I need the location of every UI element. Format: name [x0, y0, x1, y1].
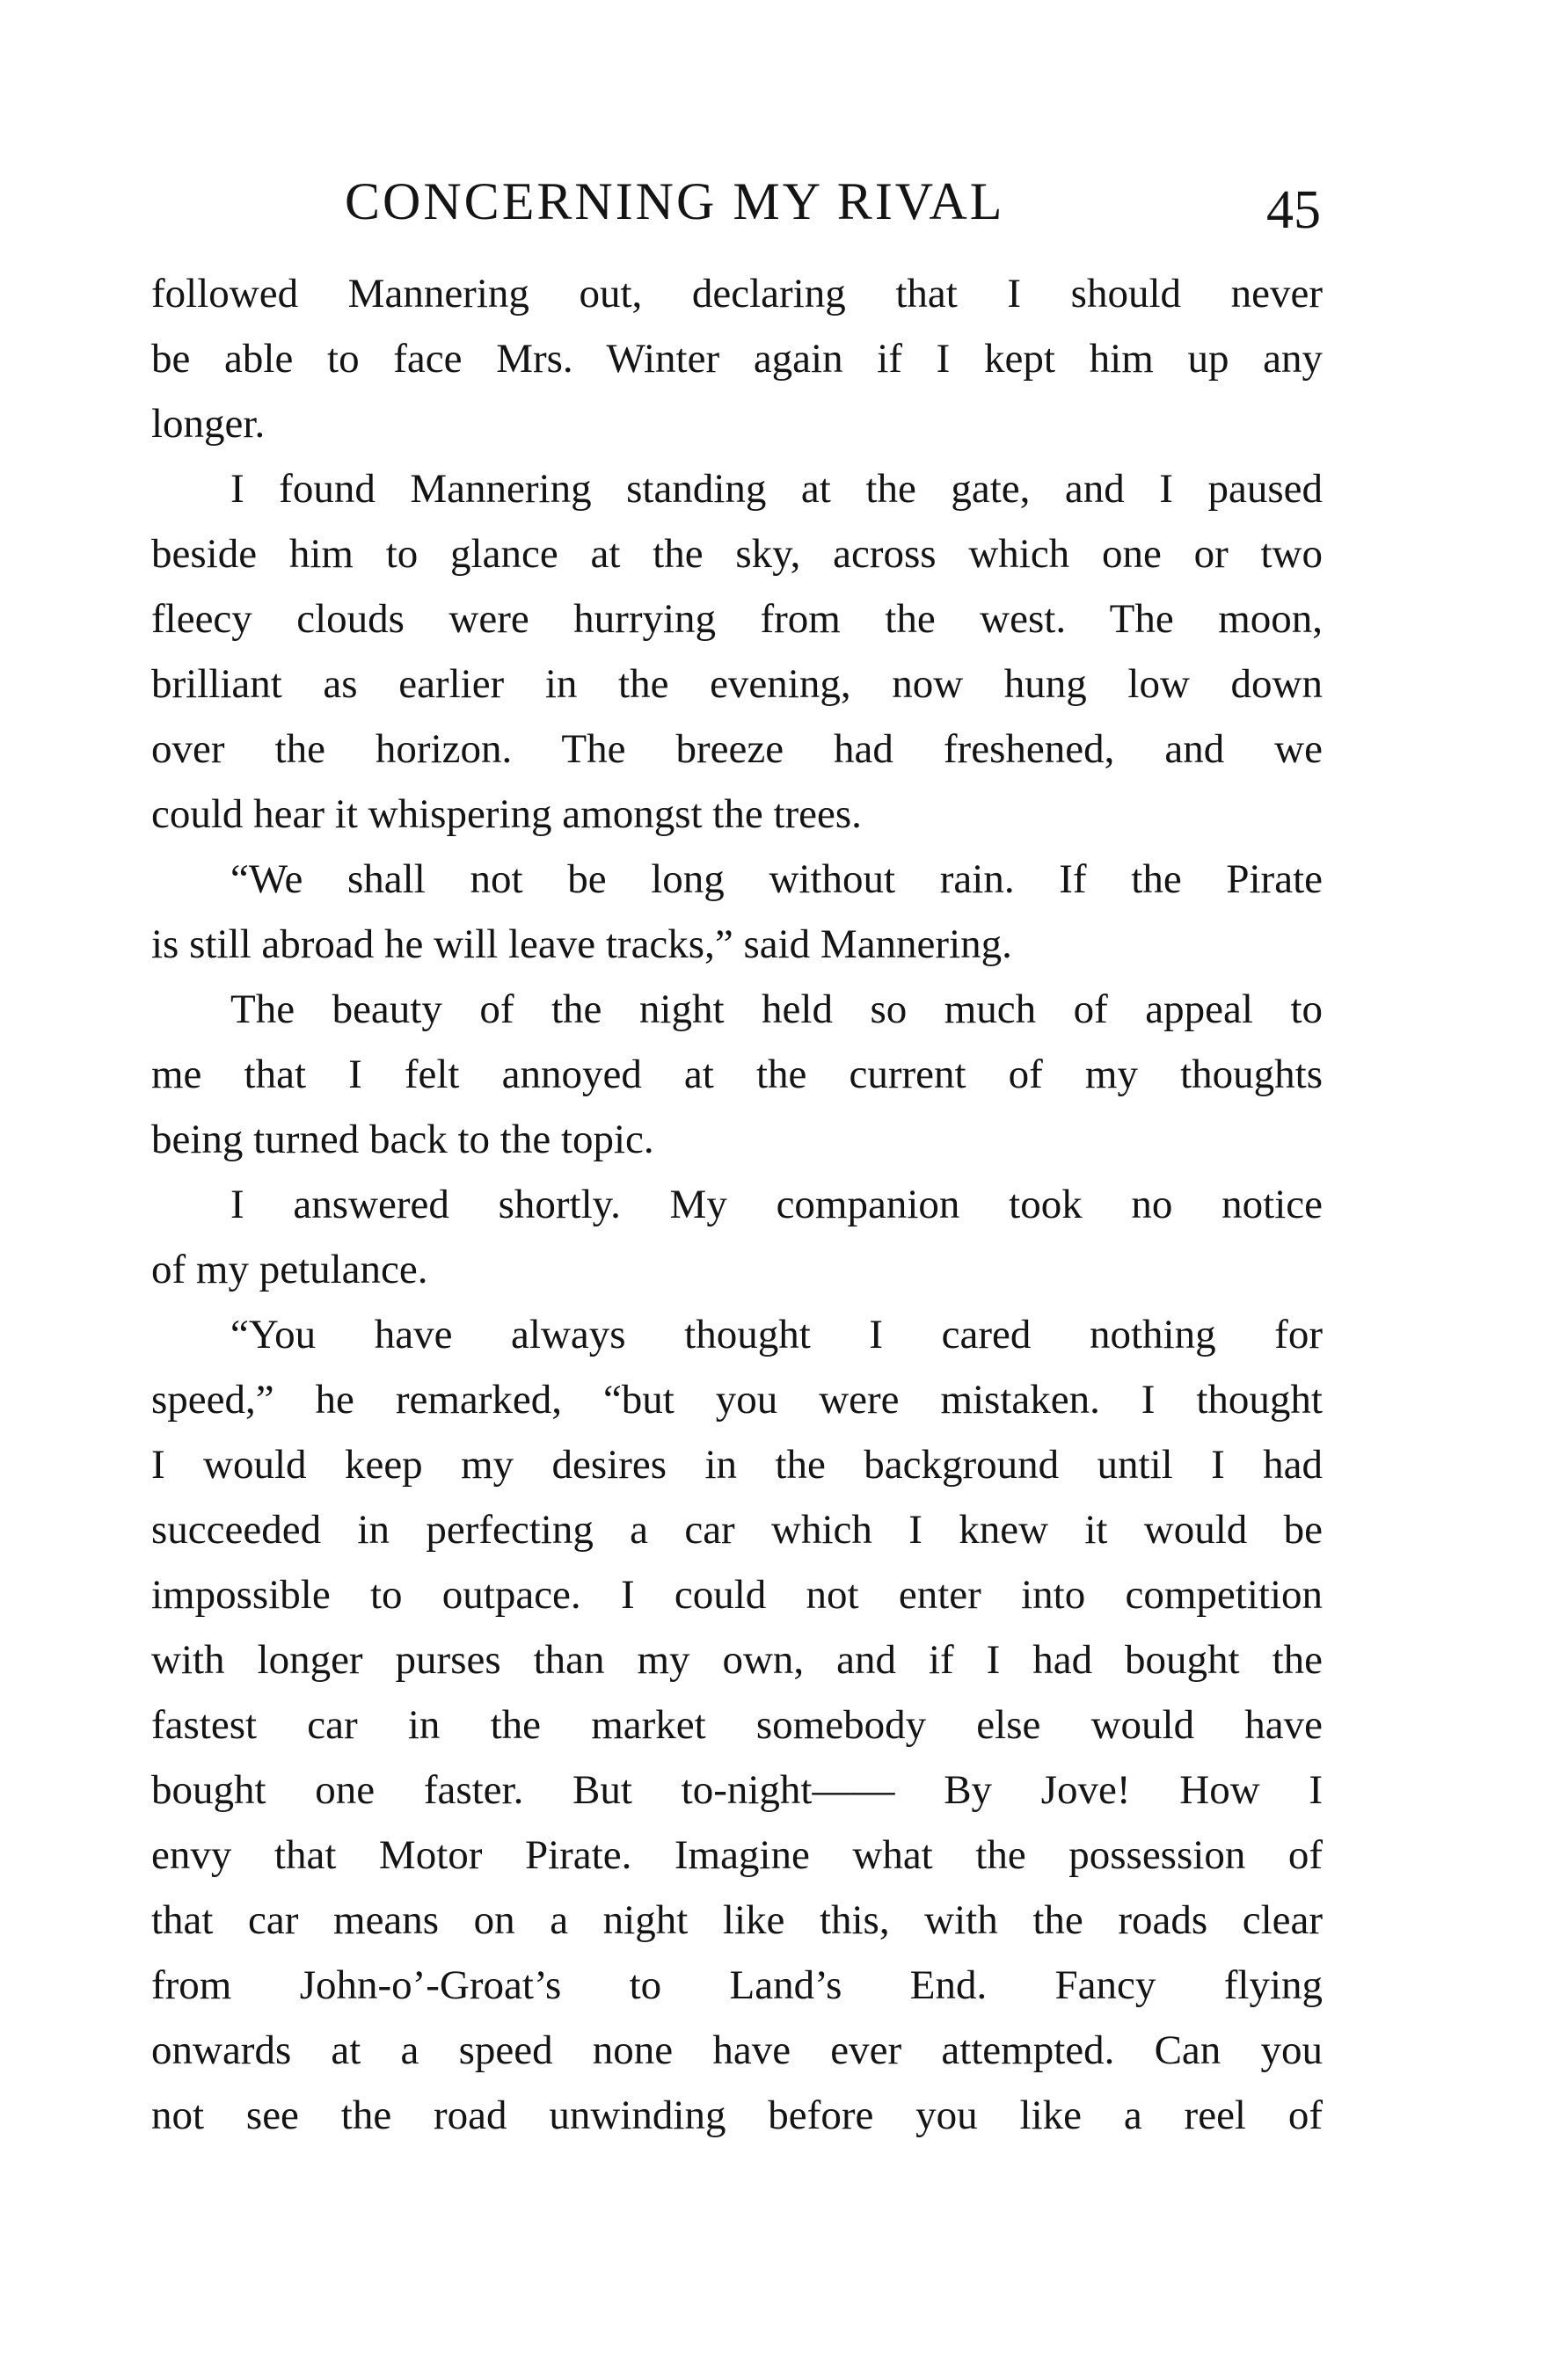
text-line: be able to face Mrs. Winter again if I kept him up any — [151, 336, 1323, 382]
text-line: onwards at a speed none have ever attempted. Can you — [151, 2027, 1323, 2073]
running-title: CONCERNING MY RIVAL — [345, 172, 1005, 230]
text-line: followed Mannering out, declaring that I should never — [151, 271, 1323, 317]
text-line: could hear it whispering amongst the trees. — [151, 791, 862, 837]
text-line: The beauty of the night held so much of appeal to — [230, 986, 1323, 1032]
text-line: bought one faster. But to-night—— By Jove! How I — [151, 1767, 1323, 1813]
text-line: succeeded in perfecting a car which I knew it would be — [151, 1507, 1323, 1553]
text-line: beside him to glance at the sky, across which one or two — [151, 531, 1323, 577]
text-line: envy that Motor Pirate. Imagine what the possession of — [151, 1832, 1323, 1878]
text-line: “You have always thought I cared nothing for — [230, 1312, 1323, 1357]
text-line: fastest car in the market somebody else would have — [151, 1702, 1323, 1748]
text-line: impossible to outpace. I could not enter into competition — [151, 1572, 1323, 1618]
running-head — [151, 164, 1321, 243]
text-line: that car means on a night like this, with the roads clear — [151, 1897, 1323, 1943]
body-text — [151, 261, 1323, 2148]
text-line: I answered shortly. My companion took no notice — [230, 1182, 1323, 1227]
text-line: of my petulance. — [151, 1247, 428, 1292]
text-line: “We shall not be long without rain. If the Pirate — [230, 856, 1323, 902]
text-line: speed,” he remarked, “but you were mistaken. I thought — [151, 1377, 1323, 1423]
text-line: from John-o’-Groat’s to Land’s End. Fancy flying — [151, 1962, 1323, 2008]
text-line: fleecy clouds were hurrying from the west. The moon, — [151, 596, 1323, 642]
text-line: I would keep my desires in the background until I had — [151, 1442, 1323, 1488]
text-line: being turned back to the topic. — [151, 1117, 654, 1162]
text-line: with longer purses than my own, and if I had bought the — [151, 1637, 1323, 1683]
text-line: me that I felt annoyed at the current of my thoughts — [151, 1052, 1323, 1097]
text-line: not see the road unwinding before you like a reel of — [151, 2093, 1323, 2138]
text-line: brilliant as earlier in the evening, now hung low down — [151, 661, 1323, 707]
text-line: over the horizon. The breeze had freshened, and we — [151, 726, 1323, 772]
text-line: I found Mannering standing at the gate, and I paused — [230, 466, 1323, 512]
page-number: 45 — [1266, 180, 1321, 240]
text-line: longer. — [151, 401, 266, 447]
text-line: is still abroad he will leave tracks,” said Mannering. — [151, 921, 1012, 967]
